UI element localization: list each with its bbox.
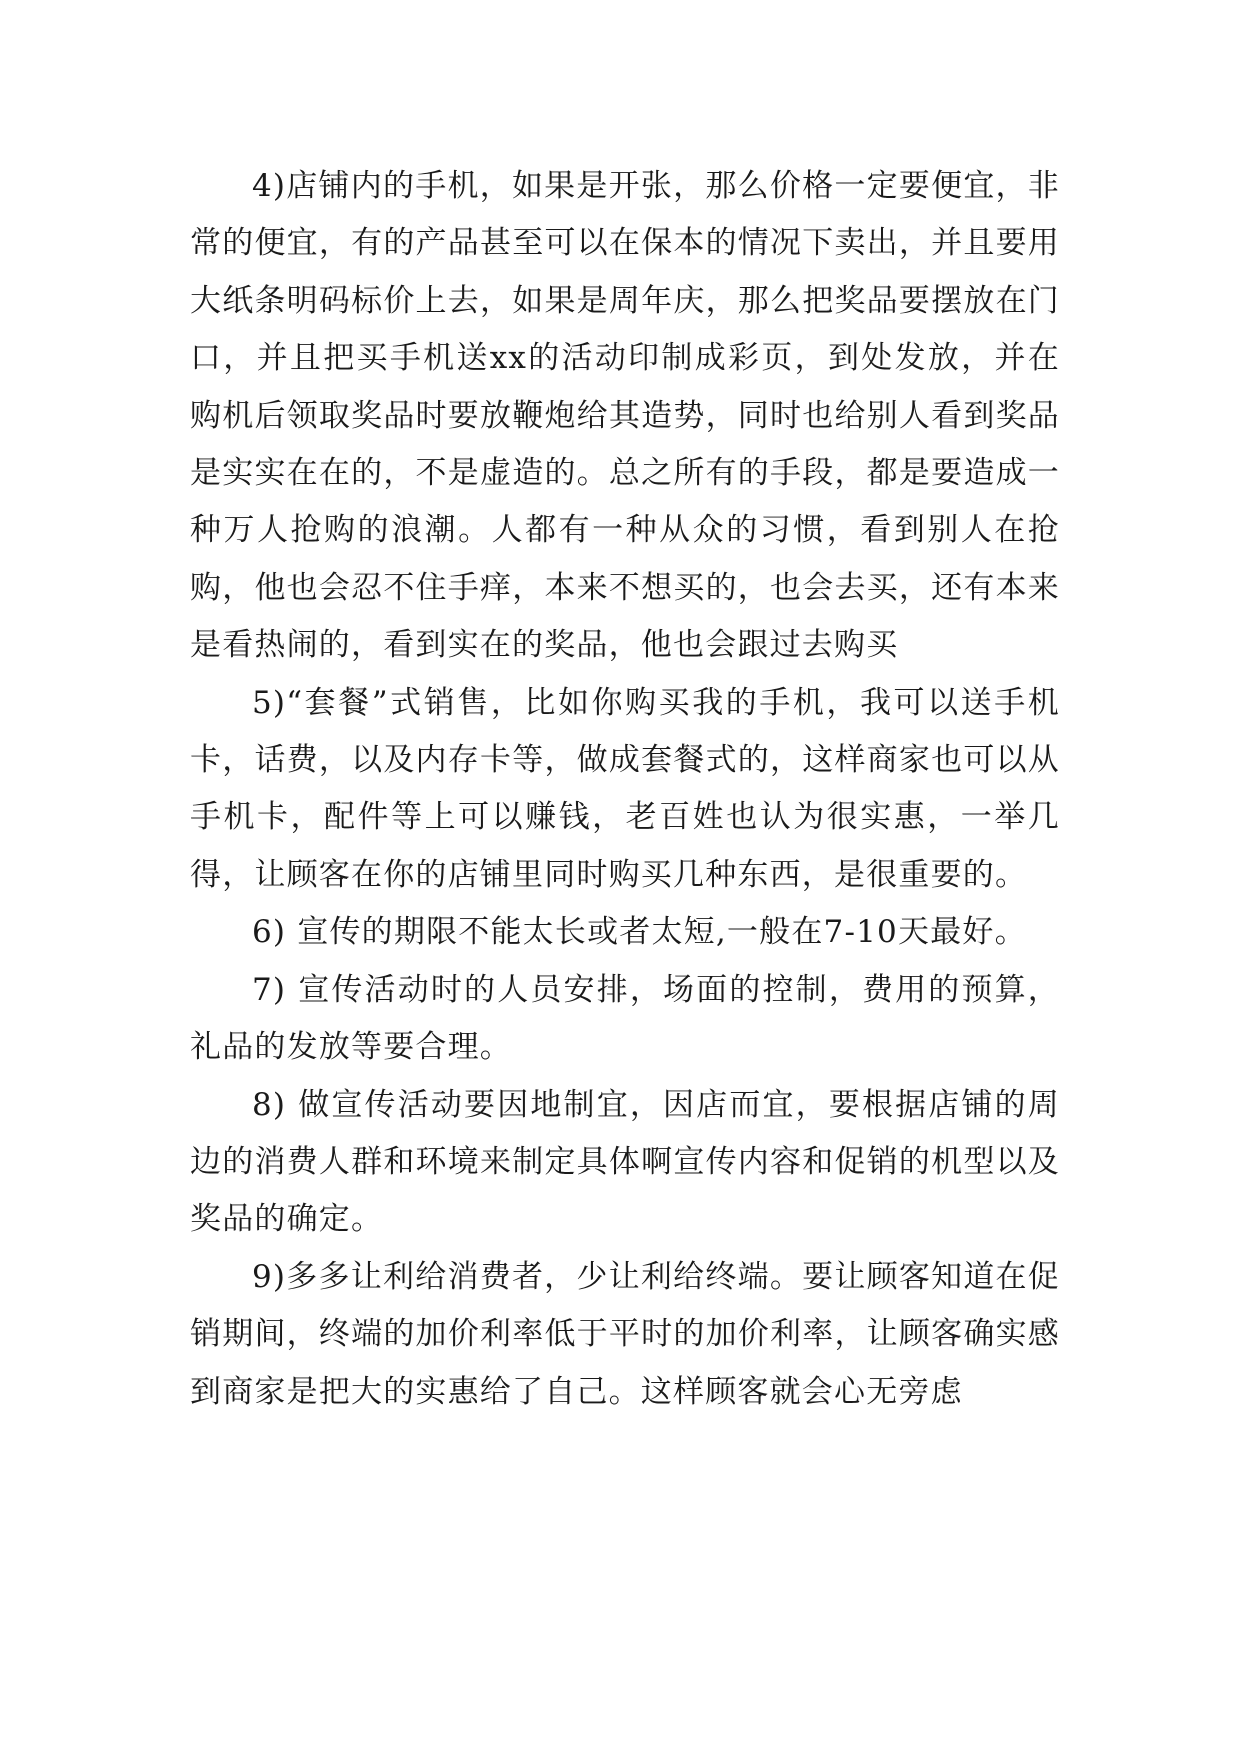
paragraph-item-4: 4)店铺内的手机，如果是开张，那么价格一定要便宜，非常的便宜，有的产品甚至可以在保本的情况下卖出，并且要用大纸条明码标价上去，如果是周年庆，那么把奖品要摆放在门口，并且把买手机送xx的活动印制成彩页，到处发放，并在购机后领取奖品时要放鞭炮给其造势，同时也给别人看到奖品是实实在在的，不是虚造的。总之所有的手段，都是要造成一种万人抢购的浪潮。人都有一种从众的习惯，看到别人在抢购，他也会忍不住手痒，本来不想买的，也会去买，还有本来是看热闹的，看到实在的奖品，他也会跟过去购买 <box>190 168 1060 664</box>
paragraph-item-5: 5)“套餐”式销售，比如你购买我的手机，我可以送手机卡，话费，以及内存卡等，做成套餐式的，这样商家也可以从手机卡，配件等上可以赚钱，老百姓也认为很实惠，一举几得，让顾客在你的店铺里同时购买几种东西，是很重要的。 <box>190 684 1060 893</box>
paragraph-item-6: 6) 宣传的期限不能太长或者太短,一般在7-10天最好。 <box>252 914 1027 951</box>
paragraph-item-9: 9)多多让利给消费者，少让利给终端。要让顾客知道在促销期间，终端的加价利率低于平时的加价利率，让顾客确实感到商家是把大的实惠给了自己。这样顾客就会心无旁虑 <box>190 1258 1060 1410</box>
paragraph-item-8: 8) 做宣传活动要因地制宜，因店而宜，要根据店铺的周边的消费人群和环境来制定具体啊宣传内容和促销的机型以及奖品的确定。 <box>190 1086 1060 1238</box>
paragraph-item-7: 7) 宣传活动时的人员安排，场面的控制，费用的预算，礼品的发放等要合理。 <box>190 971 1060 1066</box>
document-body <box>190 158 1060 1421</box>
